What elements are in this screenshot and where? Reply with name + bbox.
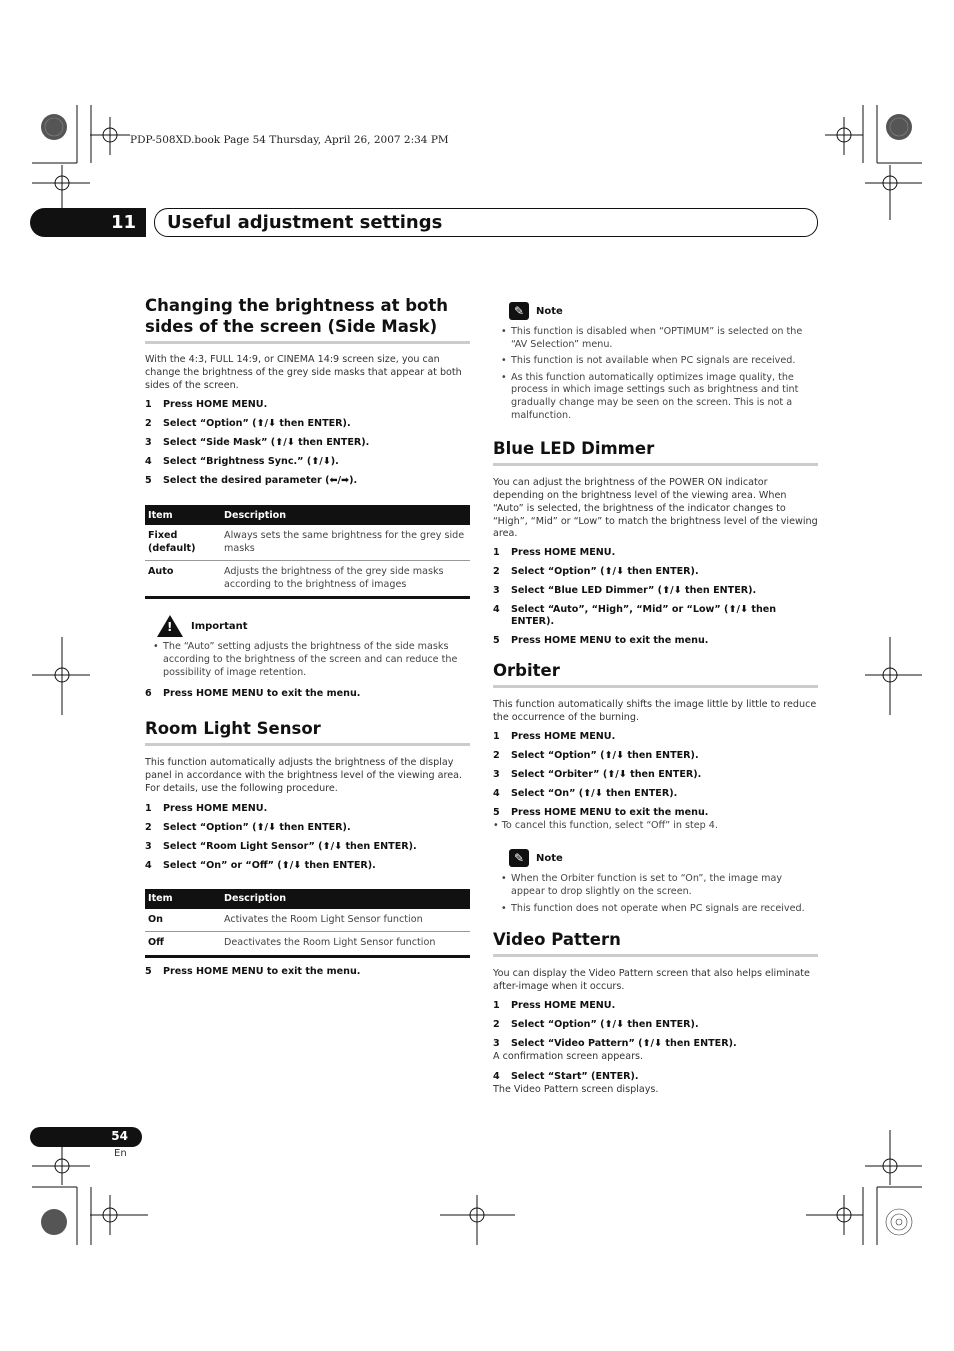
step-item xyxy=(493,750,818,762)
step-text: Press HOME MENU. xyxy=(163,399,268,411)
step-number: 2 xyxy=(493,749,500,761)
step-item xyxy=(145,822,470,834)
step-number: 1 xyxy=(145,399,152,411)
note-item: • This function is disabled when “OPTIMUM” is selected on the “AV Selection” menu. xyxy=(501,326,818,351)
step-item xyxy=(493,1038,818,1050)
step-item xyxy=(493,731,818,743)
table-cell-description: Adjusts the brightness of the grey side masks according to the brightness of images xyxy=(221,561,470,598)
step-number: 2 xyxy=(493,1018,500,1030)
page-number-tab xyxy=(30,1127,142,1147)
note-item-text: This function is not available when PC signals are received. xyxy=(511,355,796,367)
table-cell-item: On xyxy=(145,909,221,932)
step-number: 3 xyxy=(493,585,500,597)
step-number: 3 xyxy=(145,437,152,449)
table-row xyxy=(145,909,470,932)
step-number: 6 xyxy=(145,688,152,700)
blue-led-intro: You can adjust the brightness of the POWER ON indicator depending on the brightness level of the viewing area. When “Auto” is selected, the brightness of the indicator changes to “High”, “Mid” or “Low” to match the brightness level of the viewing area. xyxy=(493,477,818,540)
step-item xyxy=(145,418,470,430)
step-item xyxy=(493,1000,818,1012)
step-text: Select “On” (⬆/⬇ then ENTER). xyxy=(511,787,678,799)
step-number: 3 xyxy=(145,840,152,852)
orbiter-cancel-note: • To cancel this function, select “Off” in step 4. xyxy=(493,819,718,831)
table-header-item: Item xyxy=(145,889,221,909)
step-text: Select “Room Light Sensor” (⬆/⬇ then ENTER). xyxy=(163,840,417,852)
blue-led-steps xyxy=(493,547,818,647)
table-header-row xyxy=(145,889,470,909)
step-item xyxy=(493,807,818,819)
step-text: Select “Option” (⬆/⬇ then ENTER). xyxy=(511,749,699,761)
video-pattern-step4-sub: The Video Pattern screen displays. xyxy=(493,1083,659,1095)
orbiter-intro: This function automatically shifts the image little by little to reduce the occurrence of the burning. xyxy=(493,699,817,723)
note-label: Note xyxy=(536,852,563,864)
blue-led-heading: Blue LED Dimmer xyxy=(493,438,818,466)
step-text: Select “Video Pattern” (⬆/⬇ then ENTER). xyxy=(511,1037,737,1049)
step-text: Select “Start” (ENTER). xyxy=(511,1070,639,1082)
important-item: • The “Auto” setting adjusts the brightness of the side masks according to the brightness of the screen and can reduce the possibility of image retention. xyxy=(153,641,470,679)
step-number: 1 xyxy=(493,999,500,1011)
step-number: 3 xyxy=(493,1037,500,1049)
step-number: 2 xyxy=(145,821,152,833)
video-pattern-steps xyxy=(493,1000,818,1050)
step-text: Press HOME MENU. xyxy=(511,730,616,742)
orbiter-steps xyxy=(493,731,818,819)
table-row xyxy=(145,561,470,598)
step-number: 4 xyxy=(145,859,152,871)
table-cell-description: Deactivates the Room Light Sensor function xyxy=(221,932,470,957)
important-list xyxy=(145,641,470,679)
step-number: 5 xyxy=(145,965,152,977)
room-light-heading: Room Light Sensor xyxy=(145,718,470,746)
step-number: 4 xyxy=(493,787,500,799)
step-number: 5 xyxy=(493,806,500,818)
note-item: • This function is not available when PC signals are received. xyxy=(501,355,796,367)
note-label: Note xyxy=(536,305,563,317)
important-header xyxy=(145,615,470,637)
step-number: 2 xyxy=(493,566,500,578)
step-text: Press HOME MENU to exit the menu. xyxy=(511,806,709,818)
step-text: Press HOME MENU. xyxy=(163,802,268,814)
side-mask-step-6 xyxy=(145,688,470,700)
step-text: Press HOME MENU to exit the menu. xyxy=(511,635,709,647)
step-item xyxy=(145,456,470,468)
step-text: Select “Blue LED Dimmer” (⬆/⬇ then ENTER). xyxy=(511,585,757,597)
note-item-text: When the Orbiter function is set to “On”, the image may appear to drop slightly on the screen. xyxy=(511,873,783,897)
chapter-title: Useful adjustment settings xyxy=(154,208,818,237)
video-pattern-heading: Video Pattern xyxy=(493,929,818,957)
step-number: 5 xyxy=(493,635,500,647)
table-header-description: Description xyxy=(221,505,470,525)
step-item xyxy=(145,803,470,815)
side-mask-steps xyxy=(145,399,470,487)
warning-icon: ! xyxy=(157,615,183,637)
note-item: • As this function automatically optimizes image quality, the process in which image settings such as brightness and tint gradually change may be seen on the screen. This is not a malfunction. xyxy=(501,372,818,422)
step-item xyxy=(145,841,470,853)
note-header xyxy=(493,302,818,320)
side-mask-heading: Changing the brightness at both sides of the screen (Side Mask) xyxy=(145,295,470,344)
table-header-description: Description xyxy=(221,889,470,909)
note-header xyxy=(493,849,818,867)
step-item xyxy=(493,635,818,647)
page-number: 54 xyxy=(111,1129,128,1143)
room-light-steps xyxy=(145,803,470,872)
step-text: Select “Side Mask” (⬆/⬇ then ENTER). xyxy=(163,437,370,449)
room-light-intro: This function automatically adjusts the brightness of the display panel in accordance with the brightness level of the viewing area. For details, use the following procedure. xyxy=(145,757,463,794)
table-row xyxy=(145,525,470,561)
step-number: 4 xyxy=(493,604,500,616)
table-cell-item: Auto xyxy=(145,561,221,598)
table-cell-item: Fixed (default) xyxy=(145,525,221,561)
table-cell-description: Activates the Room Light Sensor function xyxy=(221,909,470,932)
step-item xyxy=(145,437,470,449)
step-item xyxy=(493,547,818,559)
step-number: 1 xyxy=(493,730,500,742)
step-number: 4 xyxy=(145,456,152,468)
chapter-number: 11 xyxy=(110,212,136,233)
video-pattern-step-4 xyxy=(493,1071,818,1083)
step-text: Select “Option” (⬆/⬇ then ENTER). xyxy=(163,821,351,833)
step-number: 5 xyxy=(145,475,152,487)
step-text: Press HOME MENU. xyxy=(511,547,616,559)
step-number: 1 xyxy=(145,802,152,814)
table-cell-item: Off xyxy=(145,932,221,957)
step-text: Select “Option” (⬆/⬇ then ENTER). xyxy=(511,1018,699,1030)
step-item xyxy=(493,604,818,628)
step-text: Select the desired parameter (⬅/➡). xyxy=(163,475,358,487)
book-info-line: PDP-508XD.book Page 54 Thursday, April 26, 2007 2:34 PM xyxy=(130,134,449,146)
note-item-text: As this function automatically optimizes image quality, the process in which image settings such as brightness and tint gradually change may be seen on the screen. This is not a malfunction. xyxy=(511,371,799,421)
step-item xyxy=(145,475,470,487)
step-number: 4 xyxy=(493,1070,500,1082)
step-text: Select “Orbiter” (⬆/⬇ then ENTER). xyxy=(511,768,702,780)
step-item xyxy=(493,566,818,578)
step-number: 3 xyxy=(493,768,500,780)
note-pencil-icon: ✎ xyxy=(509,302,529,320)
step-text: Select “On” or “Off” (⬆/⬇ then ENTER). xyxy=(163,859,376,871)
video-pattern-intro: You can display the Video Pattern screen that also helps eliminate after-image when it occurs. xyxy=(493,968,810,992)
note-pencil-icon: ✎ xyxy=(509,849,529,867)
step-text: Select “Auto”, “High”, “Mid” or “Low” (⬆/⬇ then ENTER). xyxy=(511,604,777,628)
step-text: Press HOME MENU to exit the menu. xyxy=(163,965,361,977)
step-number: 1 xyxy=(493,547,500,559)
table-row xyxy=(145,932,470,957)
video-pattern-step3-sub: A confirmation screen appears. xyxy=(493,1050,644,1062)
step-text: Press HOME MENU. xyxy=(511,999,616,1011)
right-column xyxy=(493,302,818,1096)
step-item xyxy=(493,585,818,597)
language-code: En xyxy=(114,1148,127,1159)
left-column xyxy=(145,295,470,978)
table-cell-description: Always sets the same brightness for the grey side masks xyxy=(221,525,470,561)
step-text: Select “Option” (⬆/⬇ then ENTER). xyxy=(511,566,699,578)
important-label: Important xyxy=(191,620,248,632)
table-header-row xyxy=(145,505,470,525)
orbiter-heading: Orbiter xyxy=(493,660,818,688)
step-item xyxy=(493,788,818,800)
step-text: Select “Option” (⬆/⬇ then ENTER). xyxy=(163,418,351,430)
side-mask-intro: With the 4:3, FULL 14:9, or CINEMA 14:9 screen size, you can change the brightness of the grey side masks that appear at both sides of the screen. xyxy=(145,354,462,391)
chapter-number-tab xyxy=(30,208,146,237)
side-mask-table xyxy=(145,505,470,599)
note-list xyxy=(493,873,818,915)
note-item-text: This function does not operate when PC signals are received. xyxy=(511,902,805,914)
table-header-item: Item xyxy=(145,505,221,525)
step-text: Press HOME MENU to exit the menu. xyxy=(163,688,361,700)
step-item xyxy=(145,399,470,411)
step-text: Select “Brightness Sync.” (⬆/⬇). xyxy=(163,456,339,468)
note-item: • This function does not operate when PC signals are received. xyxy=(501,902,805,914)
step-item xyxy=(493,1019,818,1031)
note-item: • When the Orbiter function is set to “On”, the image may appear to drop slightly on the screen. xyxy=(501,873,818,898)
note-item-text: This function is disabled when “OPTIMUM” is selected on the “AV Selection” menu. xyxy=(511,326,803,350)
step-item xyxy=(145,860,470,872)
step-item xyxy=(493,769,818,781)
important-item-text: The “Auto” setting adjusts the brightness of the side masks according to the brightness of the screen and can reduce the possibility of image retention. xyxy=(163,641,458,678)
room-light-step-5 xyxy=(145,966,470,978)
room-light-table xyxy=(145,889,470,958)
step-number: 2 xyxy=(145,418,152,430)
note-list xyxy=(493,326,818,422)
